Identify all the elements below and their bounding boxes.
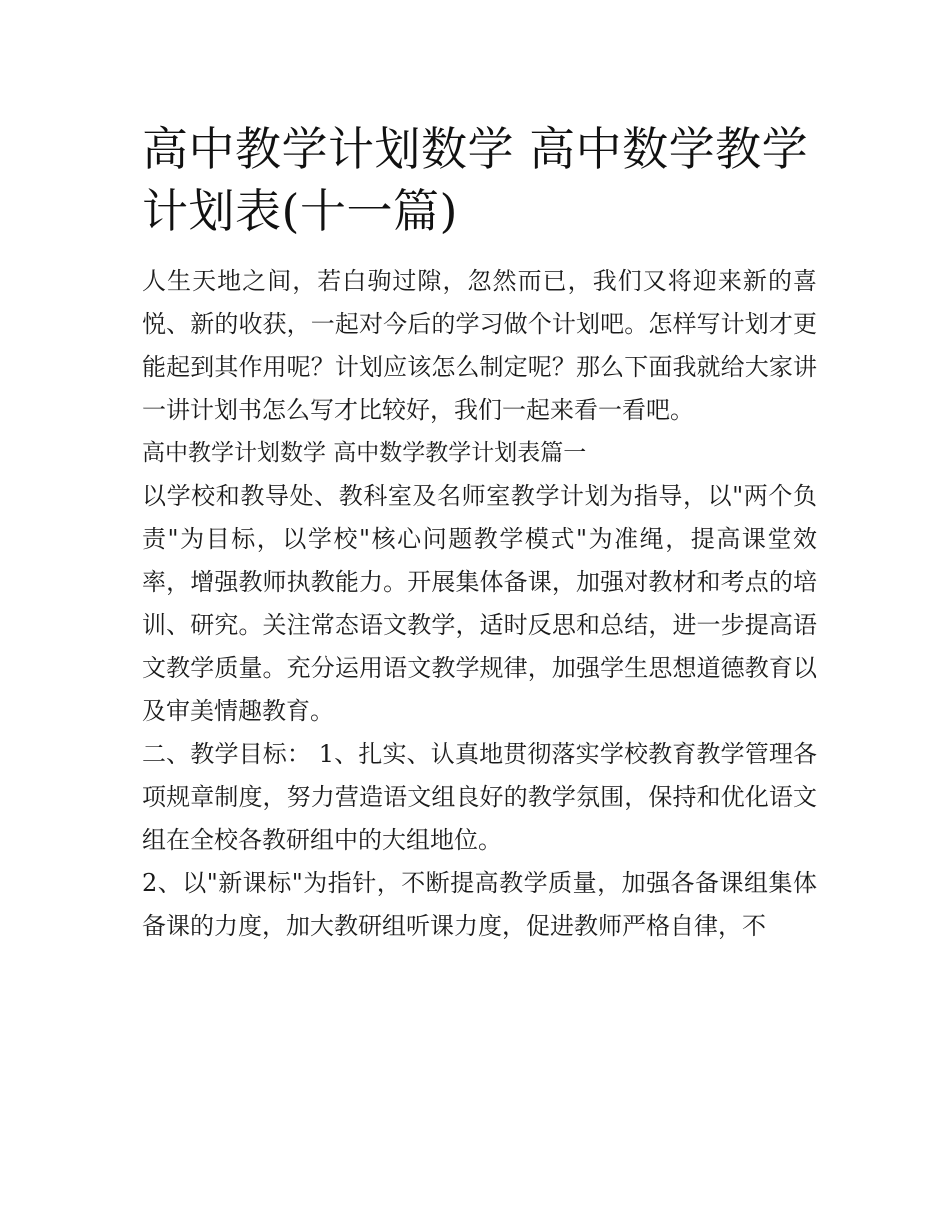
document-body bbox=[142, 260, 817, 948]
guideline-paragraph: 以学校和教导处、教科室及名师室教学计划为指导，以"两个负责"为目标，以学校"核心问题教学模式"为准绳，提高课堂效率，增强教师执教能力。开展集体备课，加强对教材和考点的培训、研究。关注常态语文教学，适时反思和总结，进一步提高语文教学质量。充分运用语文教学规律，加强学生思想道德教育以及审美情趣教育。 bbox=[142, 482, 817, 725]
document-title: 高中教学计划数学 高中数学教学计划表(十一篇) bbox=[142, 122, 809, 238]
intro-paragraph: 人生天地之间，若白驹过隙，忽然而已，我们又将迎来新的喜悦、新的收获，一起对今后的学习做个计划吧。怎样写计划才更能起到其作用呢？计划应该怎么制定呢？那么下面我就给大家讲一讲计划书怎么写才比较好，我们一起来看一看吧。 bbox=[142, 267, 817, 424]
section-heading: 高中教学计划数学 高中数学教学计划表篇一 bbox=[142, 440, 587, 466]
document-content bbox=[142, 118, 817, 948]
goal-paragraph-1: 二、教学目标： 1、扎实、认真地贯彻落实学校教育教学管理各项规章制度，努力营造语文组良好的教学氛围，保持和优化语文组在全校各教研组中的大组地位。 bbox=[142, 740, 817, 854]
goal-paragraph-2: 2、以"新课标"为指针，不断提高教学质量，加强各备课组集体备课的力度，加大教研组听课力度，促进教师严格自律，不 bbox=[142, 869, 817, 940]
